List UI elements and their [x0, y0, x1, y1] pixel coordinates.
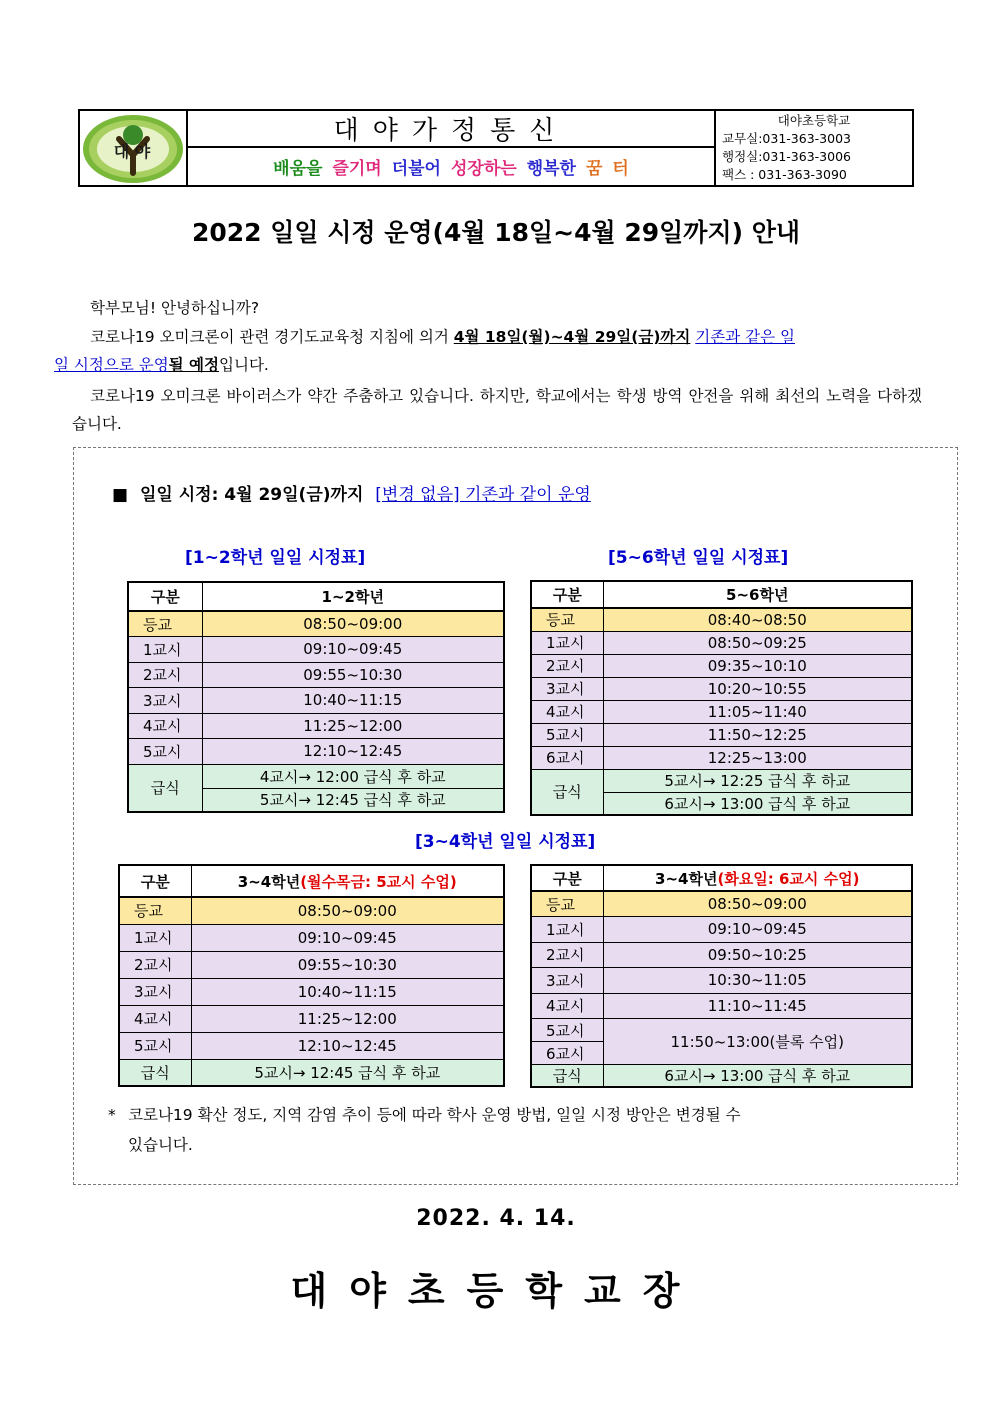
period-label: 5교시	[531, 1019, 603, 1042]
period-label: 5교시	[531, 723, 603, 746]
schedule-row	[119, 978, 504, 1005]
lunch-time: 6교시→ 13:00 급식 후 하교	[603, 1065, 912, 1088]
greeting: 학부모님! 안녕하십니까?	[90, 299, 260, 317]
schedule-row	[531, 654, 912, 677]
office-phone: 교무실:031-363-3003	[722, 131, 851, 146]
period-time: 11:25~12:00	[202, 713, 504, 739]
col-header-category: 구분	[128, 582, 202, 611]
schedule-row	[531, 1019, 912, 1042]
period-time: 09:10~09:45	[202, 637, 504, 663]
lunch-row	[119, 1059, 504, 1086]
period-time: 12:25~13:00	[603, 746, 912, 769]
period-time: 11:05~11:40	[603, 700, 912, 723]
footnote	[108, 1100, 908, 1160]
period-label: 1교시	[531, 917, 603, 943]
footnote-line1: 코로나19 확산 정도, 지역 감염 추이 등에 따라 학사 운영 방법, 일일 시정 방안은 변경될 수	[128, 1106, 741, 1124]
period-label: 4교시	[531, 993, 603, 1019]
period-time: 10:30~11:05	[603, 968, 912, 994]
schedule-row	[531, 608, 912, 631]
schedule-row	[531, 631, 912, 654]
schedule-row	[531, 993, 912, 1019]
newsletter-header	[78, 109, 914, 187]
period-label: 3교시	[531, 968, 603, 994]
period-time: 08:50~09:00	[191, 897, 504, 924]
col-header-category: 구분	[531, 865, 603, 891]
schedule-heading-text: 일일 시정: 4월 29일(금)까지	[139, 485, 364, 505]
period-label: 5교시	[119, 1032, 191, 1059]
slogan-word: 즐기며	[332, 159, 382, 179]
no-change-note: [변경 없음] 기존과 같이 운영	[375, 485, 591, 505]
p2-date-range: 4월 18일(월)~4월 29일(금)까지	[453, 328, 691, 346]
schedule-row	[119, 1005, 504, 1032]
schedule-row	[531, 917, 912, 943]
col-header-grade	[603, 865, 912, 891]
bullet-icon: ■	[112, 485, 129, 505]
schedule-row	[119, 1032, 504, 1059]
paragraph-schedule	[54, 323, 922, 379]
period-time: 10:20~10:55	[603, 677, 912, 700]
period-label: 6교시	[531, 746, 603, 769]
table-56-title: [5~6학년 일일 시정표]	[608, 548, 789, 568]
schedule-row	[119, 951, 504, 978]
slogan-word: 터	[612, 159, 629, 179]
period-label: 등교	[531, 891, 603, 917]
col-header-category: 구분	[119, 865, 191, 897]
col-header-grade: 1~2학년	[202, 582, 504, 611]
period-time: 09:35~10:10	[603, 654, 912, 677]
table-grade-5-6	[530, 580, 913, 816]
period-time: 08:50~09:25	[603, 631, 912, 654]
period-label: 3교시	[531, 677, 603, 700]
period-label: 5교시	[128, 739, 202, 765]
p2-operate: 일 시정으로 운영	[54, 356, 169, 374]
class-note: (화요일: 6교시 수업)	[717, 869, 860, 888]
logo-cell	[80, 111, 188, 185]
schedule-row	[531, 723, 912, 746]
slogan-word: 성장하는	[450, 159, 517, 179]
p2-end: 입니다.	[219, 356, 269, 374]
p2-planned: 될 예정	[168, 356, 219, 374]
period-time: 08:50~09:00	[202, 611, 504, 637]
period-label: 2교시	[531, 942, 603, 968]
class-note: (월수목금: 5교시 수업)	[300, 872, 457, 891]
period-time: 09:55~10:30	[202, 662, 504, 688]
lunch-label: 급식	[128, 764, 202, 812]
slogan-word: 배움을	[273, 159, 323, 179]
period-time: 08:50~09:00	[603, 891, 912, 917]
schedule-row	[531, 746, 912, 769]
period-time: 09:50~10:25	[603, 942, 912, 968]
lunch-row	[128, 764, 504, 788]
period-time: 12:10~12:45	[202, 739, 504, 765]
grade-label: 3~4학년	[655, 869, 718, 888]
footnote-mark: *	[108, 1106, 116, 1124]
lunch-label: 급식	[531, 1065, 603, 1088]
issue-date: 2022. 4. 14.	[416, 1206, 576, 1231]
slogan-word: 더불어	[391, 159, 441, 179]
lunch-time: 6교시→ 13:00 급식 후 하교	[603, 792, 912, 815]
lunch-row	[531, 1065, 912, 1088]
schedule-row	[128, 688, 504, 714]
table-34-title: [3~4학년 일일 시정표]	[415, 832, 596, 852]
newsletter-title: 대야가정통신	[188, 111, 714, 148]
period-label: 3교시	[128, 688, 202, 714]
schedule-row	[119, 924, 504, 951]
period-time: 12:10~12:45	[191, 1032, 504, 1059]
schedule-row	[128, 713, 504, 739]
paragraph-covid: 코로나19 오미크론 바이러스가 약간 주춤하고 있습니다. 하지만, 학교에서는 학생 방역 안전을 위해 최선의 노력을 다하겠습니다.	[72, 387, 922, 433]
table-grade-3-4-tue	[530, 864, 913, 1088]
col-header-grade: 5~6학년	[603, 581, 912, 608]
document-title: 2022 일일 시정 운영(4월 18일~4월 29일까지) 안내	[191, 218, 801, 247]
period-time: 09:10~09:45	[603, 917, 912, 943]
grade-label: 3~4학년	[237, 872, 301, 891]
period-label: 4교시	[128, 713, 202, 739]
period-time: 09:55~10:30	[191, 951, 504, 978]
period-time: 09:10~09:45	[191, 924, 504, 951]
schedule-row	[128, 662, 504, 688]
period-label: 2교시	[119, 951, 191, 978]
table-grade-1-2	[127, 581, 505, 813]
period-time: 11:50~12:25	[603, 723, 912, 746]
lunch-time: 5교시→ 12:25 급식 후 하교	[603, 769, 912, 792]
school-info	[716, 111, 912, 186]
table-12-title: [1~2학년 일일 시정표]	[185, 548, 366, 568]
period-label: 1교시	[119, 924, 191, 951]
block-time: 11:50~13:00(블록 수업)	[603, 1019, 912, 1065]
lunch-time: 5교시→ 12:45 급식 후 하교	[191, 1059, 504, 1086]
period-label: 1교시	[128, 637, 202, 663]
schedule-row	[531, 700, 912, 723]
admin-phone: 행정실:031-363-3006	[722, 149, 851, 164]
schedule-row	[531, 942, 912, 968]
slogan-word: 행복한	[526, 159, 576, 179]
schedule-row	[531, 677, 912, 700]
p2-same-as: 기존과 같은 일	[695, 328, 795, 346]
period-label: 4교시	[531, 700, 603, 723]
lunch-time: 4교시→ 12:00 급식 후 하교	[202, 764, 504, 788]
slogan	[188, 148, 714, 185]
period-time: 10:40~11:15	[191, 978, 504, 1005]
period-label: 등교	[128, 611, 202, 637]
period-label: 등교	[119, 897, 191, 924]
slogan-word: 꿈	[585, 159, 603, 179]
lunch-label: 급식	[119, 1059, 191, 1086]
col-header-category: 구분	[531, 581, 603, 608]
period-label: 등교	[531, 608, 603, 631]
principal-signature: 대야초등학교장	[290, 1269, 702, 1313]
title-cell	[188, 111, 716, 185]
table-grade-3-4-mwtf	[118, 864, 505, 1087]
period-label: 2교시	[531, 654, 603, 677]
col-header-grade	[191, 865, 504, 897]
period-time: 11:10~11:45	[603, 993, 912, 1019]
logo-text: 대 야	[113, 142, 151, 161]
fax-number: 팩스 : 031-363-3090	[722, 167, 847, 182]
schedule-heading	[112, 480, 591, 505]
school-name: 대야초등학교	[777, 113, 851, 128]
period-time: 10:40~11:15	[202, 688, 504, 714]
period-label: 2교시	[128, 662, 202, 688]
footnote-line2: 있습니다.	[128, 1136, 193, 1154]
schedule-row	[128, 637, 504, 663]
lunch-time: 5교시→ 12:45 급식 후 하교	[202, 788, 504, 812]
lunch-label: 급식	[531, 769, 603, 815]
period-time: 08:40~08:50	[603, 608, 912, 631]
schedule-row	[531, 891, 912, 917]
schedule-row	[119, 897, 504, 924]
period-label: 3교시	[119, 978, 191, 1005]
schedule-row	[531, 968, 912, 994]
schedule-row	[128, 611, 504, 637]
lunch-row	[531, 769, 912, 792]
period-label: 4교시	[119, 1005, 191, 1032]
p2-text-a: 코로나19 오미크론이 관련 경기도교육청 지침에 의거	[90, 328, 454, 346]
period-time: 11:25~12:00	[191, 1005, 504, 1032]
period-label: 1교시	[531, 631, 603, 654]
period-label: 6교시	[531, 1042, 603, 1065]
schedule-row	[128, 739, 504, 765]
